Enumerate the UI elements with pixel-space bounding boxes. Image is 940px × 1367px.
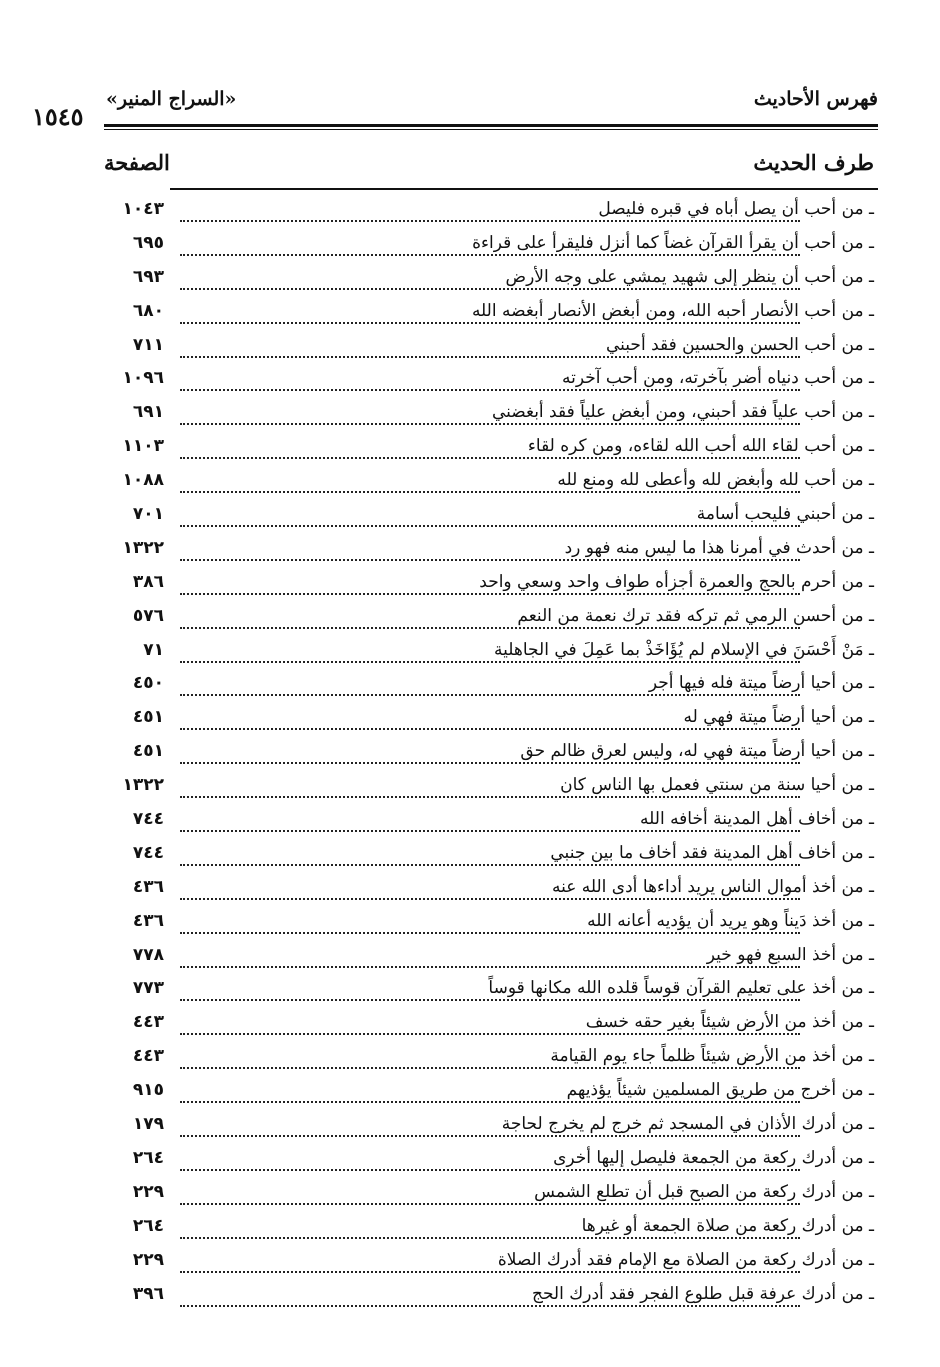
index-entry — [0, 501, 940, 535]
entry-page-number: ٢٦٤ — [132, 1147, 164, 1168]
index-entry — [0, 908, 940, 942]
hadith-phrase: ـ من أحب الحسن والحسين فقد أحبني — [598, 335, 874, 355]
hadith-phrase: ـ من أحب الأنصار أحبه الله، ومن أبغض الأنصار أبغضه الله — [464, 301, 874, 321]
entry-page-number: ٧٧٣ — [132, 978, 164, 999]
index-entry — [0, 670, 940, 704]
hadith-phrase: ـ من أدرك ركعة من الصلاة مع الإمام فقد أدرك الصلاة — [490, 1250, 874, 1270]
entry-page-number: ٤٣٦ — [132, 876, 164, 897]
entry-page-number: ٢٢٩ — [132, 1181, 164, 1202]
hadith-phrase: ـ من أحب أن ينظر إلى شهيد يمشي على وجه الأرض — [498, 267, 874, 287]
entry-page-number: ٤٥٠ — [132, 673, 164, 694]
index-entry — [0, 975, 940, 1009]
hadith-phrase: ـ من أحيا أرضاً ميتة فهي له — [676, 707, 874, 727]
index-entry — [0, 433, 940, 467]
entry-page-number: ١٣٢٢ — [122, 537, 164, 558]
hadith-phrase: ـ من أدرك ركعة من صلاة الجمعة أو غيرها — [574, 1216, 874, 1236]
index-entry — [0, 942, 940, 976]
index-entry — [0, 230, 940, 264]
hadith-phrase: ـ من أحب دنياه أضر بآخرته، ومن أحب آخرته — [554, 368, 874, 388]
entry-page-number: ٤٤٣ — [132, 1046, 164, 1067]
hadith-phrase: ـ من أحب أن يقرأ القرآن غضاً كما أنزل فليقرأ على قراءة — [464, 233, 874, 253]
running-head — [0, 86, 940, 131]
entry-page-number: ٧٠١ — [132, 504, 164, 525]
hadith-phrase: ـ من أخذ من الأرض شيئاً ظلماً جاء يوم القيامة — [542, 1046, 874, 1066]
entry-page-number: ٣٩٦ — [132, 1283, 164, 1304]
hadith-phrase: ـ من أحسن الرمي ثم تركه فقد ترك نعمة من النعم — [509, 606, 874, 626]
header-rule-thin — [104, 129, 878, 130]
column-headers — [0, 150, 940, 186]
hadith-column-header: طرف الحديث — [753, 150, 874, 175]
hadith-phrase: ـ من أخذ من الأرض شيئاً بغير حقه خسف — [578, 1012, 874, 1032]
hadith-index-list — [0, 196, 940, 1314]
index-entry — [0, 332, 940, 366]
entry-page-number: ٦٩٥ — [132, 232, 164, 253]
index-entry — [0, 772, 940, 806]
hadith-phrase: ـ من أحرم بالحج والعمرة أجزأه طواف واحد وسعي واحد — [471, 572, 874, 592]
index-entry — [0, 569, 940, 603]
entry-page-number: ٦٩١ — [132, 402, 164, 423]
index-entry — [0, 704, 940, 738]
entry-page-number: ١٠٤٣ — [122, 199, 164, 219]
index-entry — [0, 1145, 940, 1179]
index-entry — [0, 399, 940, 433]
index-entry — [0, 874, 940, 908]
index-entry — [0, 535, 940, 569]
entry-page-number: ٢٦٤ — [132, 1215, 164, 1236]
page-column-header: الصفحة — [104, 150, 170, 175]
column-header-rule — [170, 188, 878, 190]
entry-page-number: ١٠٩٦ — [122, 368, 164, 389]
hadith-phrase: ـ من أخذ أموال الناس يريد أداءها أدى الله عنه — [544, 877, 874, 897]
index-entry — [0, 264, 940, 298]
hadith-phrase: ـ من أدرك عرفة قبل طلوع الفجر فقد أدرك الحج — [524, 1284, 874, 1304]
entry-page-number: ٤٣٦ — [132, 910, 164, 931]
entry-page-number: ٦٩٣ — [132, 266, 164, 287]
index-entry — [0, 365, 940, 399]
entry-page-number: ١١٠٣ — [122, 436, 164, 457]
hadith-phrase: ـ من أحبني فليحب أسامة — [689, 504, 874, 524]
index-entry — [0, 1043, 940, 1077]
hadith-phrase: ـ من أخاف أهل المدينة فقد أخاف ما بين جنبي — [542, 843, 874, 863]
hadith-phrase: ـ من أخذ دَيناً وهو يريد أن يؤديه أعانه الله — [579, 911, 874, 931]
hadith-phrase: ـ من أحيا أرضاً ميتة فهي له، وليس لعرق ظالم حق — [512, 741, 874, 761]
index-entry — [0, 738, 940, 772]
entry-page-number: ٤٤٣ — [132, 1012, 164, 1033]
entry-page-number: ١٠٨٨ — [122, 470, 164, 491]
entry-page-number: ٢٢٩ — [132, 1249, 164, 1270]
entry-page-number: ٤٥١ — [132, 741, 164, 762]
page-number: ١٥٤٥ — [32, 102, 84, 131]
hadith-phrase: ـ من أخذ السبع فهو خير — [699, 945, 874, 965]
entry-page-number: ١٧٩ — [132, 1114, 164, 1135]
hadith-phrase: ـ من أحب لقاء الله أحب الله لقاءه، ومن كره لقاء — [520, 436, 874, 456]
index-entry — [0, 840, 940, 874]
hadith-phrase: ـ من أدرك الأذان في المسجد ثم خرج لم يخرج لحاجة — [494, 1114, 874, 1134]
hadith-phrase: ـ من أحب لله وأبغض لله وأعطى لله ومنع لله — [549, 470, 874, 490]
index-entry — [0, 806, 940, 840]
entry-page-number: ٧١ — [143, 639, 164, 660]
entry-page-number: ٤٥١ — [132, 707, 164, 728]
entry-page-number: ١٣٢٢ — [122, 775, 164, 796]
hadith-phrase: ـ من أحب علياً فقد أحبني، ومن أبغض علياً فقد أبغضني — [484, 402, 874, 422]
entry-page-number: ٧٤٤ — [132, 809, 164, 830]
index-entry — [0, 1179, 940, 1213]
hadith-phrase: ـ من أدرك ركعة من الجمعة فليصل إليها أخرى — [545, 1148, 874, 1168]
hadith-phrase: ـ من أدرك ركعة من الصبح قبل أن تطلع الشمس — [526, 1182, 874, 1202]
hadith-phrase: ـ من أحيا سنة من سنتي فعمل بها الناس كان — [552, 775, 874, 795]
index-entry — [0, 196, 940, 230]
section-title: فهرس الأحاديث — [753, 88, 878, 110]
hadith-phrase: ـ من أحب أن يصل أباه في قبره فليصل — [590, 199, 874, 219]
index-entry — [0, 1009, 940, 1043]
hadith-phrase: ـ مَنْ أَحْسَنَ في الإسلام لم يُؤَاخَذْ بما عَمِلَ في الجاهلية — [486, 640, 874, 660]
hadith-phrase: ـ من أحدث في أمرنا هذا ما ليس منه فهو رد — [557, 538, 874, 558]
index-entry — [0, 1213, 940, 1247]
index-entry — [0, 467, 940, 501]
header-rule-thick — [104, 124, 878, 127]
index-entry — [0, 1077, 940, 1111]
entry-page-number: ٧٤٤ — [132, 842, 164, 863]
hadith-phrase: ـ من أخذ على تعليم القرآن قوساً قلده الله مكانها قوساً — [480, 978, 874, 998]
entry-page-number: ٦٨٠ — [132, 300, 164, 321]
index-entry — [0, 1247, 940, 1281]
entry-page-number: ٧٧٨ — [132, 944, 164, 965]
hadith-phrase: ـ من أحيا أرضاً ميتة فله فيها أجر — [641, 673, 874, 693]
book-title: «السراج المنير» — [106, 88, 237, 110]
hadith-phrase: ـ من أخرج من طريق المسلمين شيئاً يؤذيهم — [559, 1080, 874, 1100]
index-entry — [0, 1111, 940, 1145]
entry-page-number: ٩١٥ — [132, 1080, 164, 1101]
hadith-phrase: ـ من أخاف أهل المدينة أخافه الله — [632, 809, 874, 829]
entry-page-number: ٥٧٦ — [132, 605, 164, 626]
index-entry — [0, 603, 940, 637]
entry-page-number: ٧١١ — [132, 334, 164, 355]
index-entry — [0, 637, 940, 671]
index-entry — [0, 1281, 940, 1315]
index-entry — [0, 298, 940, 332]
entry-page-number: ٣٨٦ — [132, 571, 164, 592]
